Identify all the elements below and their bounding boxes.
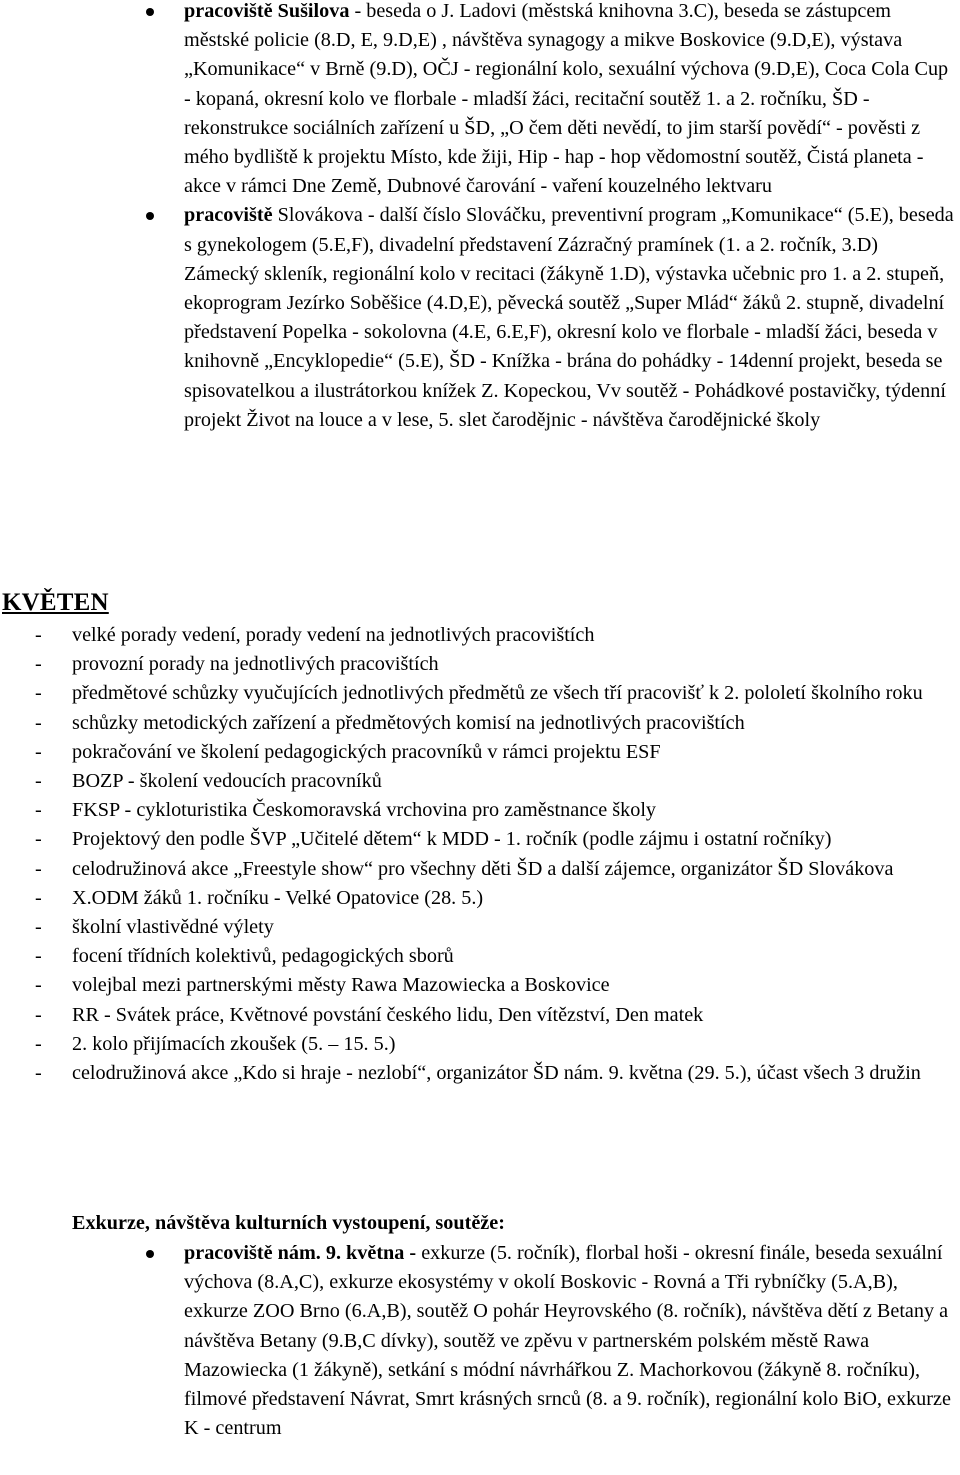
list-item-text: školní vlastivědné výlety <box>72 916 274 939</box>
list-item-text: pokračování ve školení pedagogických pracovníků v rámci projektu ESF <box>72 740 661 763</box>
bullet-text: exkurze (5. ročník), florbal hoši - okresní finále, beseda sexuální výchova (8.A,C), exkurze ekosystémy v okolí Boskovic - Rovná a Tři rybníčky (5.A,B), exkurze ZOO Brno (6.A,B), soutěž O pohár Heyrovského (8. ročník), návštěva dětí z Betany a návštěva Betany (9.B,C dívky), soutěž ve zpěvu v partnerském polském městě Rawa Mazowiecka (1 žákyně), setkání s módní návrhářkou Z. Machorkovou (žákyně 8. ročníku), filmové představení Návrat, Smrt krásných srnců (8. a 9. ročník), regionální kolo BiO, exkurze K - centrum <box>184 1242 951 1440</box>
dash-marker: - <box>35 682 42 705</box>
list-item-text: X.ODM žáků 1. ročníku - Velké Opatovice (28. 5.) <box>72 886 484 909</box>
section-heading: KVĚTEN <box>2 589 109 616</box>
list-item <box>35 650 958 679</box>
list-item <box>35 913 958 942</box>
dash-marker: - <box>35 916 42 939</box>
list-item <box>35 825 958 854</box>
dash-marker: - <box>35 857 42 880</box>
list-item-text: 2. kolo přijímacích zkoušek (5. – 15. 5.) <box>72 1032 396 1055</box>
list-item-text: schůzky metodických zařízení a předmětových komisí na jednotlivých pracovištích <box>72 711 745 734</box>
dash-marker: - <box>35 624 42 646</box>
dash-marker: - <box>35 1062 42 1085</box>
dash-marker: - <box>35 828 42 851</box>
list-item-text: Projektový den podle ŠVP „Učitelé dětem“ k MDD - 1. ročník (podle zájmu i ostatní ročníky) <box>72 828 832 851</box>
bullet-text: Slovákova - další číslo Slováčku, preventivní program „Komunikace“ (5.E), beseda s gynekologem (5.E,F), divadelní představení Zázračný pramínek (1. a 2. ročník, 3.D) Zámecký skleník, regionální kolo v recitaci (žákyně 1.D), výstavka učebnic pro 1. a 2. stupeň, ekoprogram Jezírko Soběšice (4.D,E), pěvecká soutěž „Super Mlád“ žáků 2. stupně, divadelní představení Popelka - sokolovna (4.E, 6.E,F), okresní kolo ve florbale - mladší žáci, beseda v knihovně „Encyklopedie“ (5.E), ŠD - Knížka - brána do pohádky - 14denní projekt, beseda se spisovatelkou a ilustrátorkou knížek Z. Kopeckou, Vv soutěž - Pohádkové postavičky, týdenní projekt Život na louce a v lese, 5. slet čarodějnic - návštěva čarodějnické školy <box>184 204 954 431</box>
list-item <box>35 679 958 708</box>
bullet-icon <box>146 212 154 220</box>
list-item <box>35 884 958 913</box>
dash-marker: - <box>35 740 42 763</box>
dash-list <box>0 621 960 1088</box>
list-item-text: volejbal mezi partnerskými městy Rawa Mazowiecka a Boskovice <box>72 974 610 997</box>
list-item <box>35 738 958 767</box>
dash-marker: - <box>35 974 42 997</box>
list-item-text: velké porady vedení, porady vedení na jednotlivých pracovištích <box>72 624 595 646</box>
list-item-text: provozní porady na jednotlivých pracovištích <box>72 653 439 676</box>
list-item <box>35 971 958 1000</box>
bullet-icon <box>146 8 154 16</box>
list-item <box>35 1059 958 1088</box>
list-item-text: RR - Svátek práce, Květnové povstání českého lidu, Den vítězství, Den matek <box>72 1003 704 1026</box>
dash-marker: - <box>35 886 42 909</box>
bullet-lead: pracoviště Sušilova <box>184 0 350 22</box>
dash-marker: - <box>35 1032 42 1055</box>
list-item-text: celodružinová akce „Kdo si hraje - nezlobí“, organizátor ŠD nám. 9. května (29. 5.), účast všech 3 družin <box>72 1062 921 1085</box>
dash-marker: - <box>35 711 42 734</box>
list-item <box>35 796 958 825</box>
list-item <box>35 767 958 796</box>
list-item-text: předmětové schůzky vyučujících jednotlivých předmětů ze všech tří pracovišť k 2. pololetí školního roku <box>72 682 923 705</box>
list-item <box>35 709 958 738</box>
list-item <box>35 942 958 971</box>
list-item-text: celodružinová akce „Freestyle show“ pro všechny děti ŠD a další zájemce, organizátor ŠD Slovákova <box>72 857 894 880</box>
list-item-text: focení třídních kolektivů, pedagogických sborů <box>72 945 454 968</box>
bottom-bullet-list <box>0 1239 960 1443</box>
bullet-lead: pracoviště nám. 9. května - <box>184 1242 417 1264</box>
dash-marker: - <box>35 799 42 822</box>
bullet-item-susilova <box>184 0 956 201</box>
list-item <box>35 1030 958 1059</box>
dash-marker: - <box>35 945 42 968</box>
dash-marker: - <box>35 1003 42 1026</box>
top-bullet-list <box>0 0 960 438</box>
list-item-text: BOZP - školení vedoucích pracovníků <box>72 770 382 793</box>
bullet-item-slovakova <box>184 201 956 435</box>
bullet-lead: pracoviště <box>184 204 273 227</box>
bullet-icon <box>146 1250 154 1258</box>
list-item <box>35 855 958 884</box>
dash-marker: - <box>35 653 42 676</box>
sub-heading: Exkurze, návštěva kulturních vystoupení, soutěže: <box>72 1212 505 1234</box>
list-item-text: FKSP - cykloturistika Českomoravská vrchovina pro zaměstnance školy <box>72 799 657 822</box>
list-item <box>35 1001 958 1030</box>
bullet-item-nam-9-kvetna <box>184 1239 956 1443</box>
dash-marker: - <box>35 770 42 793</box>
bullet-text: - beseda o J. Ladovi (městská knihovna 3.C), beseda se zástupcem městské policie (8.D, E, 9.D,E) , návštěva synagogy a mikve Boskovice (9.D,E), výstava „Komunikace“ v Brně (9.D), OČJ - regionální kolo, sexuální výchova (9.D,E), Coca Cola Cup - kopaná, okresní kolo ve florbale - mladší žáci, recitační soutěž 1. a 2. ročníku, ŠD - rekonstrukce sociálních zařízení u ŠD, „O čem děti nevědí, to jim starší povědí“ - pověsti z mého bydliště k projektu Místo, kde žiji, Hip - hap - hop vědomostní soutěž, Čistá planeta - akce v rámci Dne Země, Dubnové čarování - vaření kouzelného lektvaru <box>184 0 949 198</box>
list-item <box>35 621 958 650</box>
